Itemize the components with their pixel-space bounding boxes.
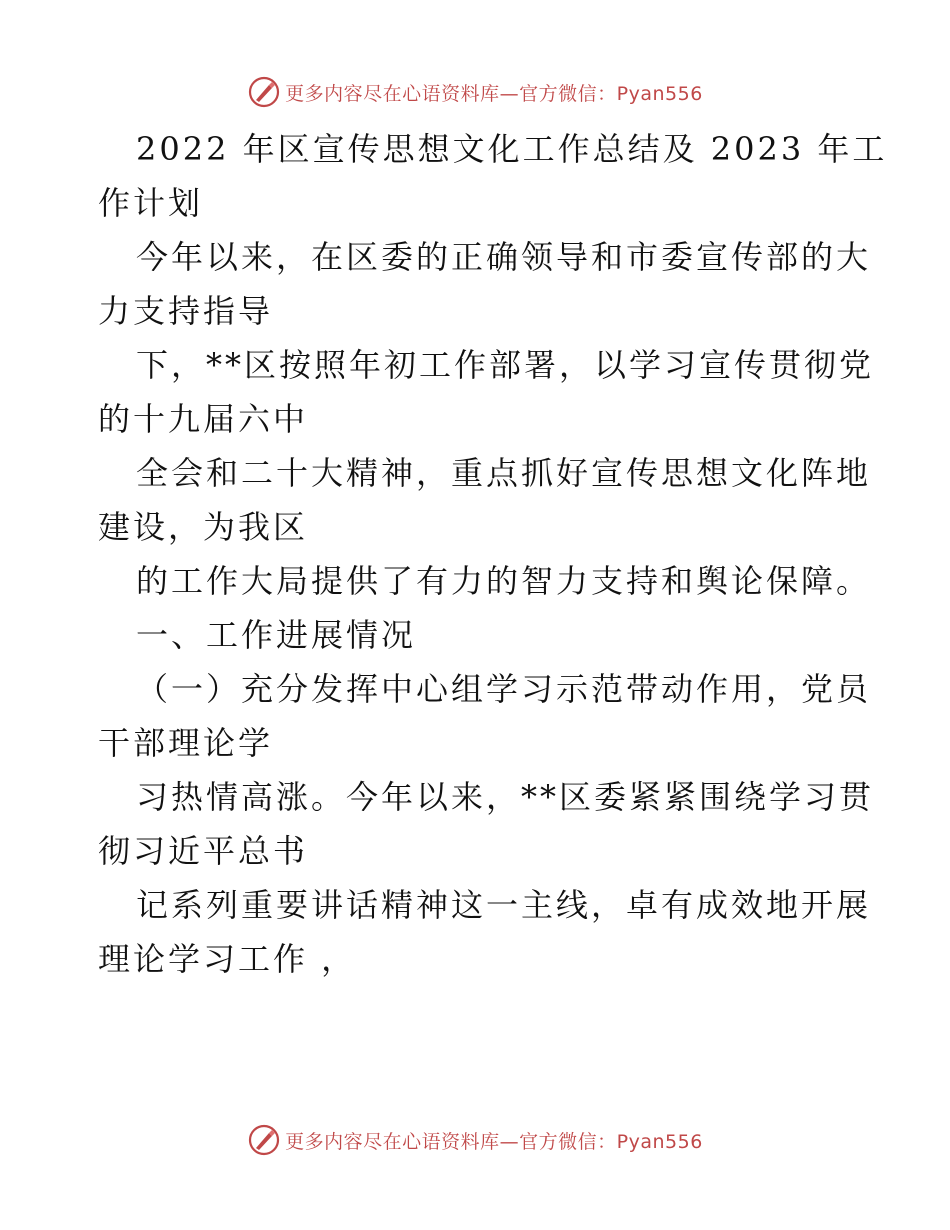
text-line: 理论学习工作 ， [98, 940, 357, 978]
text-line: 的十九届六中 [98, 400, 309, 438]
header-watermark [0, 72, 950, 112]
pen-seal-icon [247, 1123, 281, 1157]
watermark-text: 更多内容尽在心语资料库—官方微信：Pyan556 [285, 82, 703, 105]
text-line: 记系列重要讲话精神这一主线，卓有成效地开展 [136, 886, 872, 924]
footer-watermark [0, 1120, 950, 1160]
text-line: 今年以来，在区委的正确领导和市委宣传部的大 [136, 238, 872, 276]
text-line: 的工作大局提供了有力的智力支持和舆论保障。 [136, 562, 872, 600]
text-line: 下，**区按照年初工作部署，以学习宣传贯彻党 [136, 346, 875, 384]
watermark-text: 更多内容尽在心语资料库—官方微信：Pyan556 [285, 1130, 703, 1153]
text-line: 建设，为我区 [98, 508, 309, 546]
text-line: 一、工作进展情况 [136, 616, 417, 654]
text-line: 干部理论学 [98, 724, 274, 762]
text-line: 2022 年区宣传思想文化工作总结及 2023 年工 [136, 130, 888, 168]
document-body [98, 122, 888, 986]
text-line: 力支持指导 [98, 292, 274, 330]
text-line: 彻习近平总书 [98, 832, 309, 870]
text-line: 习热情高涨。今年以来，**区委紧紧围绕学习贯 [136, 778, 875, 816]
text-line: （一）充分发挥中心组学习示范带动作用，党员 [136, 670, 872, 708]
text-line: 全会和二十大精神，重点抓好宣传思想文化阵地 [136, 454, 872, 492]
text-line: 作计划 [98, 184, 204, 222]
pen-seal-icon [247, 75, 281, 109]
